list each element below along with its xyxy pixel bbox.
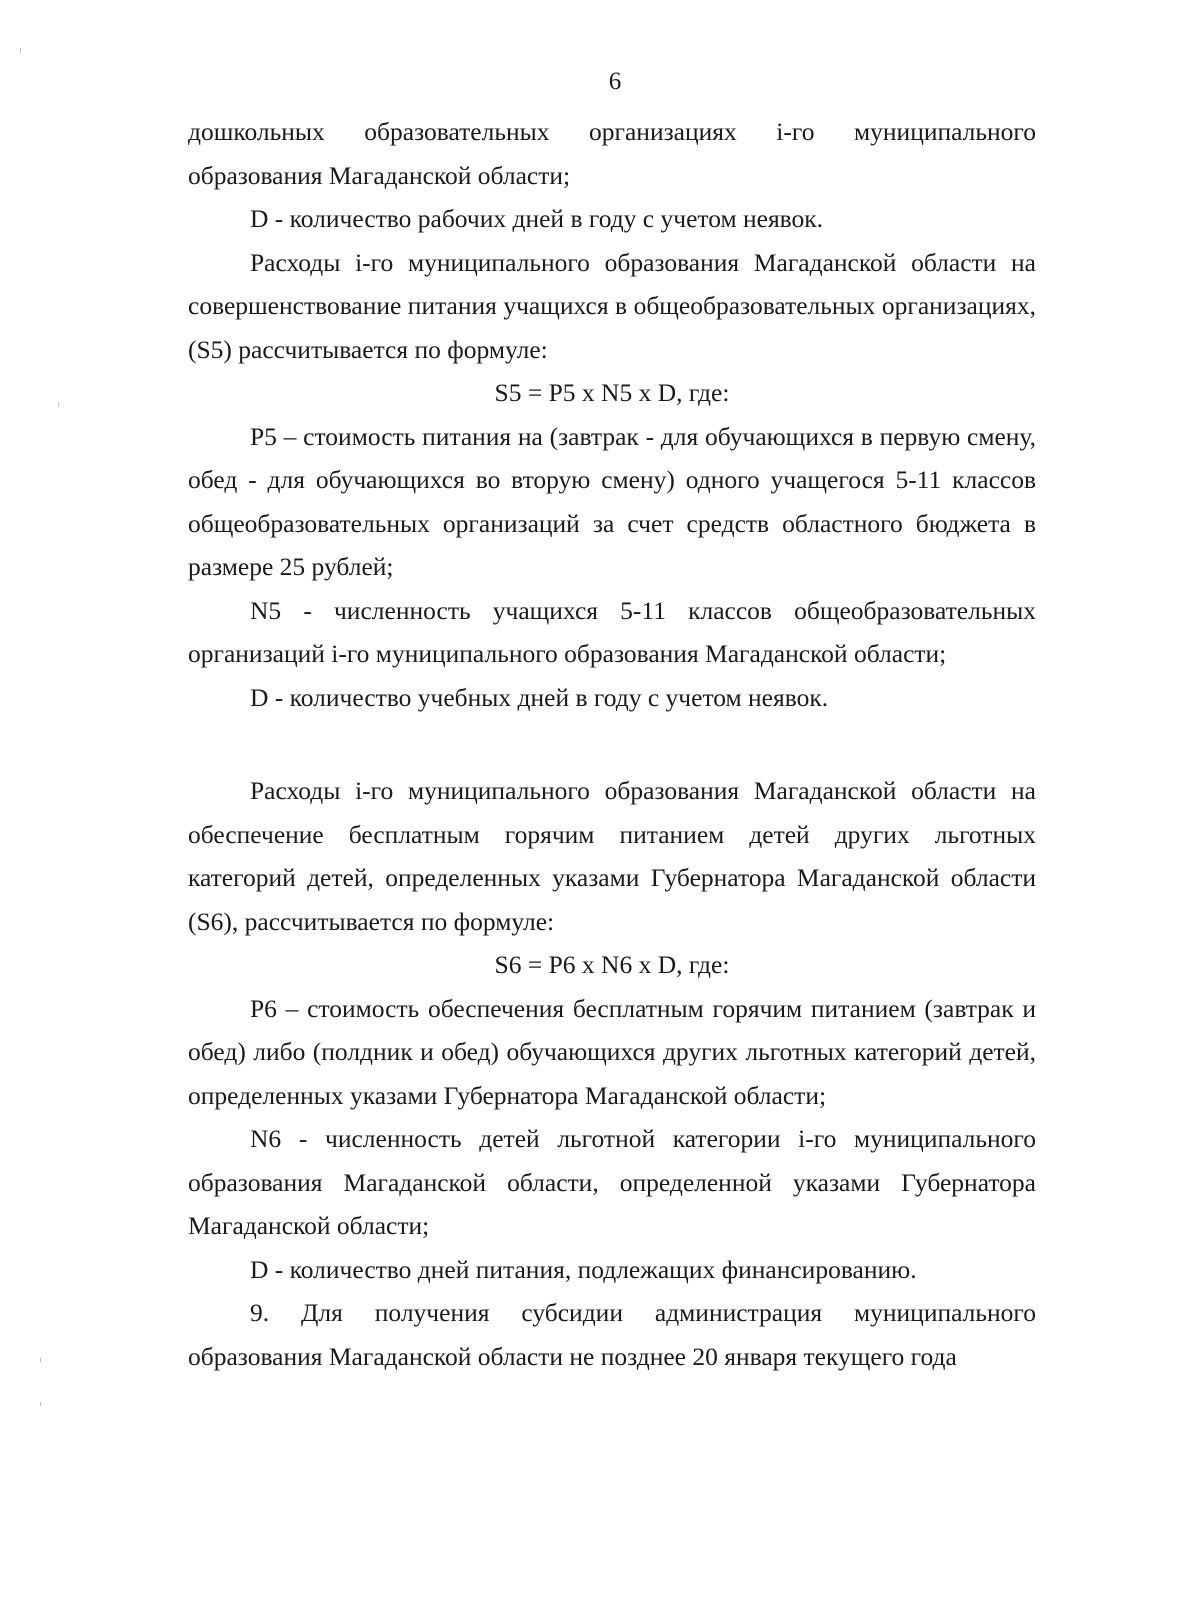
formula-s5: S5 = P5 x N5 x D, где:: [494, 378, 730, 407]
page-number: 6: [608, 68, 622, 95]
paragraph-item-9: 9. Для получения субсидии администрация муниципального образования Магаданской области не позднее 20 января текущего года: [188, 1298, 1036, 1371]
formula-s6: S6 = P6 x N6 x D, где:: [494, 950, 730, 979]
scan-mark-left-low: [40, 1358, 41, 1362]
paragraph-continuation: дошкольных образовательных организациях i-го муниципального образования Магаданской области;: [188, 117, 1036, 190]
scan-mark-left-top: [20, 48, 21, 53]
paragraph-s5-intro: Расходы i-го муниципального образования Магаданской области на совершенствование питания учащихся в общеобразовательных организациях, (S5) рассчитывается по формуле:: [188, 247, 1036, 364]
section-gap: [188, 719, 1036, 769]
paragraph-n5-definition: N5 - численность учащихся 5-11 классов общеобразовательных организаций i-го муниципального образования Магаданской области;: [188, 595, 1036, 668]
scan-mark-left-mid: [58, 402, 59, 407]
scan-mark-left-bottom: [40, 1402, 41, 1406]
paragraph-d-school-days: D - количество учебных дней в году с учетом неявок.: [250, 682, 829, 712]
paragraph-d-meal-days: D - количество дней питания, подлежащих финансированию.: [250, 1254, 917, 1284]
paragraph-d-working-days: D - количество рабочих дней в году с учетом неявок.: [250, 204, 824, 233]
paragraph-s6-intro: Расходы i-го муниципального образования Магаданской области на обеспечение бесплатным горячим питанием детей других льготных категорий детей, определенных указами Губернатора Магаданской области (S6), рассчитывается по формуле:: [188, 776, 1036, 936]
document-body: [188, 110, 1036, 1378]
paragraph-p6-definition: P6 – стоимость обеспечения бесплатным горячим питанием (завтрак и обед) либо (полдник и обед) обучающихся других льготных категорий детей, определенных указами Губернатора Магаданской области;: [188, 993, 1036, 1110]
paragraph-n6-definition: N6 - численность детей льготной категории i-го муниципального образования Магаданской области, определенной указами Губернатора Магаданской области;: [188, 1124, 1036, 1240]
paragraph-p5-definition: P5 – стоимость питания на (завтрак - для обучающихся в первую смену, обед - для обучающихся во вторую смену) одного учащегося 5-11 классов общеобразовательных организаций за счет средств областного бюджета в размере 25 рублей;: [188, 421, 1036, 581]
